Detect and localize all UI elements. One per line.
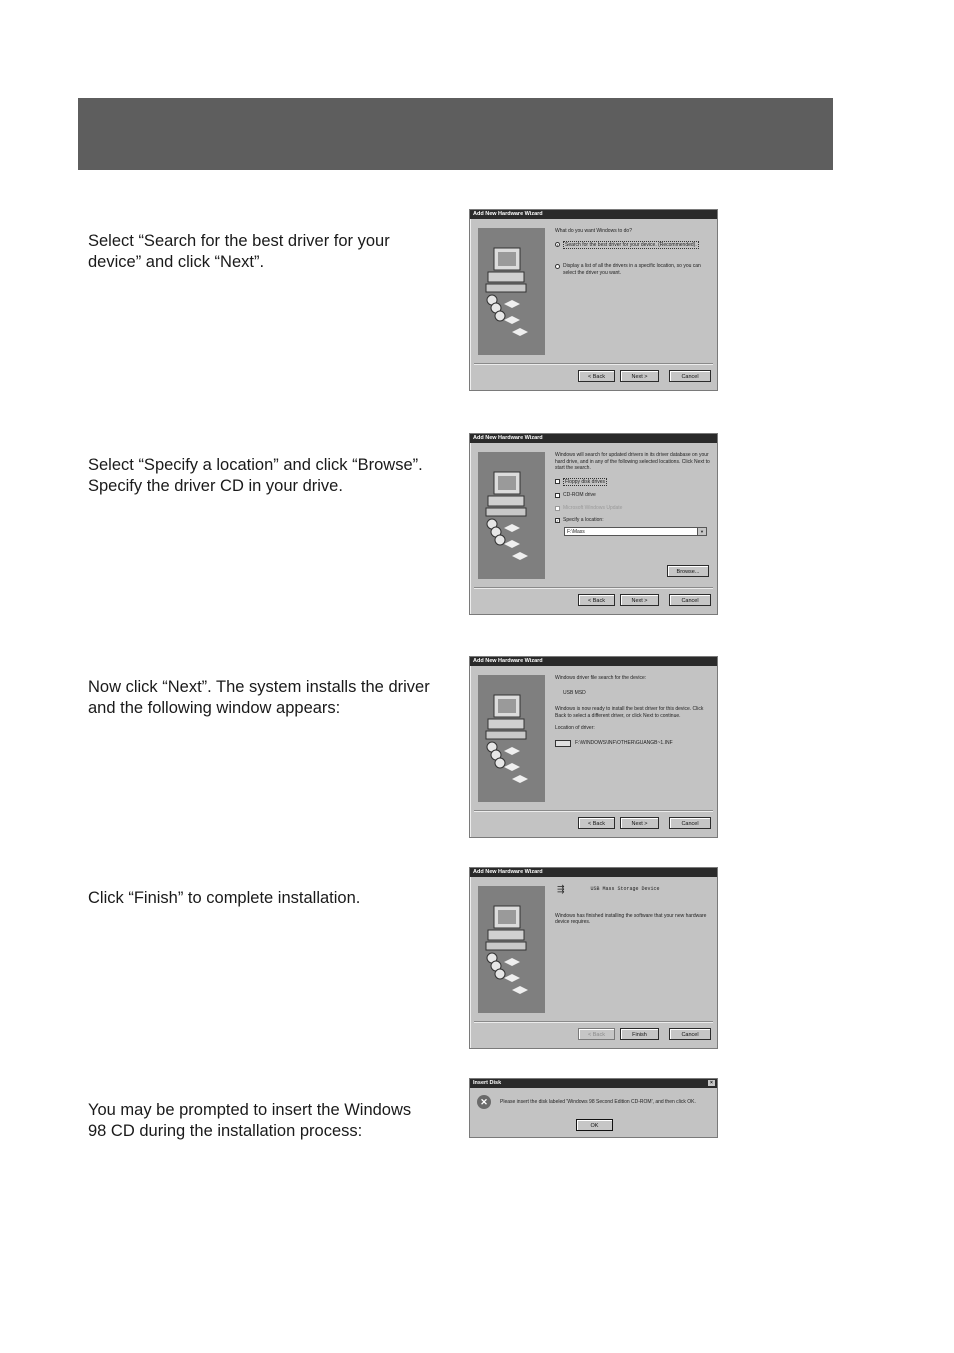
- ok-button[interactable]: OK: [576, 1119, 613, 1131]
- checkbox-unchecked-icon: [555, 493, 560, 498]
- cancel-button[interactable]: Cancel: [669, 1028, 711, 1040]
- checkbox-unchecked-icon: [555, 479, 560, 484]
- wizard-separator: [474, 1021, 713, 1023]
- back-button[interactable]: < Back: [578, 817, 615, 829]
- driver-path-row: [555, 740, 713, 747]
- wizard2-intro: Windows will search for updated drivers in its driver database on your hard drive, and in any of the following selected locations. Click Next to start the search.: [555, 452, 710, 471]
- error-icon: ✕: [477, 1095, 491, 1109]
- finish-message: Windows has finished installing the software that your new hardware device requires.: [555, 912, 707, 925]
- wizard-separator: [474, 363, 713, 365]
- wizard-computer-art-icon: [478, 675, 545, 802]
- radio-selected-icon: •: [556, 241, 559, 247]
- wizard-titlebar: Add New Hardware Wizard: [470, 210, 717, 219]
- checkbox-specify-location[interactable]: ✓ Specify a location:: [556, 517, 604, 523]
- location-label: Location of driver:: [555, 725, 595, 731]
- back-button[interactable]: < Back: [578, 594, 615, 606]
- wizard-screenshot-2: [469, 433, 718, 615]
- wizard-screenshot-1: [469, 209, 718, 391]
- step-1-text: Select “Search for the best driver for your device” and click “Next”.: [88, 232, 390, 271]
- cancel-button[interactable]: Cancel: [669, 370, 711, 382]
- step-3-text: Now click “Next”. The system installs the driver and the following window appears:: [88, 678, 430, 717]
- wizard-screenshot-3: [469, 656, 718, 838]
- usb-device-name: USB Mass Storage Device: [590, 886, 660, 892]
- drive-icon: [555, 740, 571, 747]
- checkbox-floppy[interactable]: Floppy disk drives: [555, 478, 713, 487]
- device-header: [555, 886, 713, 893]
- finish-button[interactable]: Finish: [620, 1028, 659, 1040]
- wizard3-line1: Windows driver file search for the device:: [555, 675, 647, 681]
- browse-button[interactable]: Browse...: [667, 565, 709, 577]
- wizard-computer-art-icon: [478, 452, 545, 579]
- close-icon[interactable]: ×: [708, 1080, 715, 1086]
- wizard-titlebar: Add New Hardware Wizard: [470, 657, 717, 666]
- insert-disk-dialog: [469, 1078, 718, 1138]
- device-name: USB MSD: [563, 689, 586, 696]
- back-button-disabled: < Back: [578, 1028, 615, 1040]
- next-button[interactable]: Next >: [620, 817, 659, 829]
- checkbox-windows-update: Microsoft Windows Update: [555, 505, 713, 512]
- wizard-separator: [474, 587, 713, 589]
- checkbox-cdrom[interactable]: CD-ROM drive: [555, 492, 713, 499]
- wizard1-question: What do you want Windows to do?: [555, 228, 632, 234]
- cancel-button[interactable]: Cancel: [669, 817, 711, 829]
- next-button[interactable]: Next >: [620, 370, 659, 382]
- cancel-button[interactable]: Cancel: [669, 594, 711, 606]
- radio-display-list[interactable]: Display a list of all the drivers in a specific location, so you can select the driver you want.: [555, 263, 713, 276]
- radio-unselected-icon: [555, 264, 560, 269]
- insert-disk-message: Please insert the disk labeled 'Windows 98 Second Edition CD-ROM', and then click OK.: [500, 1099, 696, 1105]
- radio-search-best-driver[interactable]: • Search for the best driver for your device. (Recommended).: [556, 241, 697, 248]
- wizard-screenshot-4: [469, 867, 718, 1049]
- wizard-computer-art-icon: [478, 886, 545, 1013]
- usb-icon: ⇶: [557, 884, 565, 894]
- wizard-separator: [474, 810, 713, 812]
- location-dropdown[interactable]: F:\Mass ▼: [564, 527, 707, 536]
- dialog-titlebar: Insert Disk ×: [470, 1079, 717, 1088]
- back-button[interactable]: < Back: [578, 370, 615, 382]
- wizard-titlebar: Add New Hardware Wizard: [470, 434, 717, 443]
- wizard-computer-art-icon: [478, 228, 545, 355]
- checkbox-checked-icon: ✓: [556, 518, 560, 523]
- step-4-text: Click “Finish” to complete installation.: [88, 889, 361, 907]
- step-2-text: Select “Specify a location” and click “Browse”. Specify the driver CD in your drive.: [88, 456, 423, 495]
- wizard3-line2: Windows is now ready to install the best driver for this device. Click Back to select a different driver, or click Next to continue.: [555, 706, 704, 719]
- checkbox-disabled-icon: [555, 506, 560, 511]
- header-bar: [78, 98, 833, 170]
- step-5-text: You may be prompted to insert the Windows 98 CD during the installation process:: [88, 1101, 412, 1140]
- wizard-titlebar: Add New Hardware Wizard: [470, 868, 717, 877]
- driver-path: F:\WINDOWS\INF\OTHER\GUANGB~1.INF: [575, 739, 673, 746]
- chevron-down-icon[interactable]: ▼: [697, 528, 706, 535]
- next-button[interactable]: Next >: [620, 594, 659, 606]
